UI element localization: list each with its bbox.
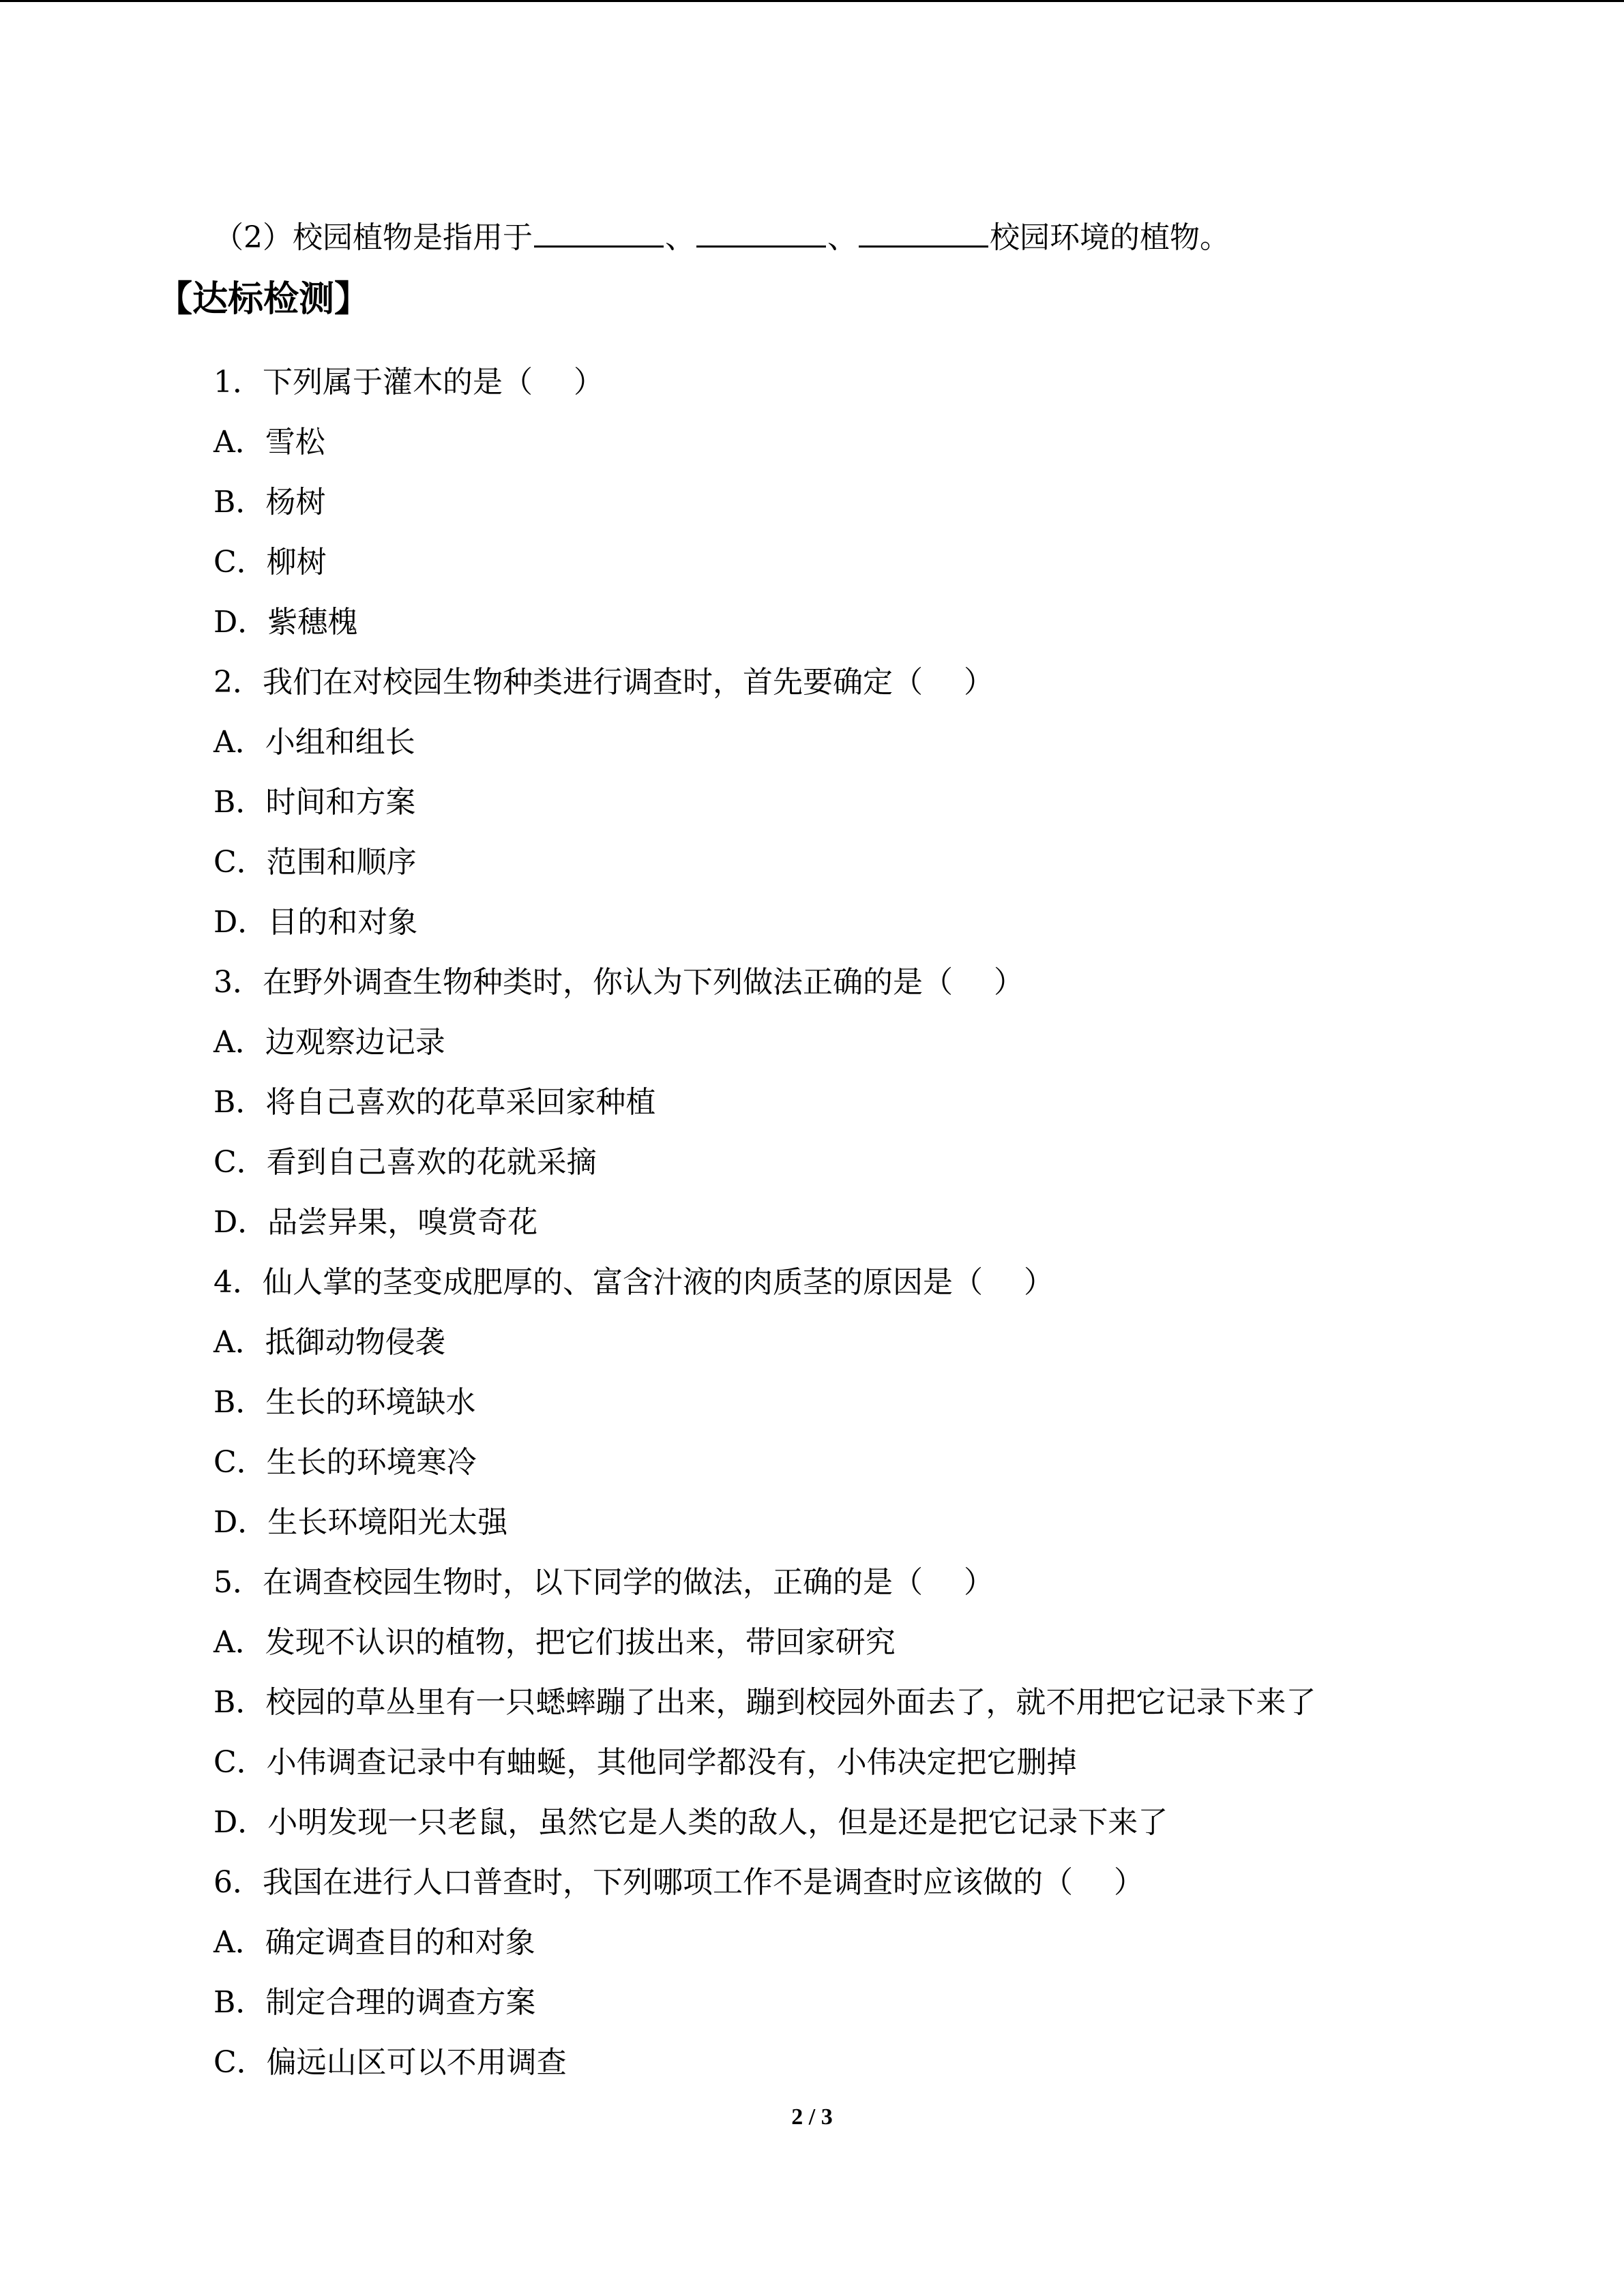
question-3-option-b: B．将自己喜欢的花草采回家种植 [213,1085,656,1120]
question-6-option-a: A．确定调查目的和对象 [213,1925,535,1960]
question-3-option-c: C．看到自己喜欢的花就采摘 [213,1145,597,1180]
question-stem-text: 5．在调查校园生物时，以下同学的做法，正确的是（ [213,1565,923,1600]
page-number: 2 / 3 [791,2104,833,2130]
fill-in-separator-1: 、 [665,220,695,255]
question-2-option-b: B．时间和方案 [213,785,416,820]
question-5-stem [213,1562,994,1603]
question-6-option-c: C．偏远山区可以不用调查 [213,2045,567,2080]
fill-in-blank-3[interactable] [859,215,988,248]
question-1-option-d: D．紫穗槐 [213,605,358,640]
question-4-option-b: B．生长的环境缺水 [213,1385,476,1420]
question-1-option-b: B．杨树 [213,485,326,520]
fill-in-separator-2: 、 [827,220,857,255]
question-stem-text: 4．仙人掌的茎变成肥厚的、富含汁液的肉质茎的原因是（ [213,1265,983,1300]
question-stem-text: 6．我国在进行人口普查时，下列哪项工作不是调查时应该做的（ [213,1865,1073,1900]
question-close-paren: ） [964,1565,994,1600]
question-close-paren: ） [1114,1865,1144,1900]
question-4-option-c: C．生长的环境寒冷 [213,1445,477,1480]
question-stem-text: 2．我们在对校园生物种类进行调查时，首先要确定（ [213,665,923,700]
question-2-option-d: D．目的和对象 [213,905,418,940]
question-6-stem [213,1862,1144,1903]
question-1-stem [213,362,604,403]
question-close-paren: ） [964,665,994,700]
question-5-option-b: B．校园的草丛里有一只蟋蟀蹦了出来，蹦到校园外面去了，就不用把它记录下来了 [213,1685,1316,1720]
question-5-option-d: D．小明发现一只老鼠，虽然它是人类的敌人，但是还是把它记录下来了 [213,1805,1168,1840]
section-title: 【达标检测】 [157,279,370,320]
fill-in-item-2 [213,215,1230,256]
question-4-option-a: A．抵御动物侵袭 [213,1325,445,1360]
question-close-paren: ） [574,365,604,400]
question-close-paren: ） [994,965,1024,1000]
question-3-option-a: A．边观察边记录 [213,1025,445,1060]
question-stem-text: 1．下列属于灌木的是（ [213,365,533,400]
question-6-option-b: B．制定合理的调查方案 [213,1985,536,2020]
question-2-stem [213,662,994,703]
question-stem-text: 3．在野外调查生物种类时，你认为下列做法正确的是（ [213,965,953,1000]
question-2-option-a: A．小组和组长 [213,725,415,760]
question-1-option-a: A．雪松 [213,425,325,460]
question-1-option-c: C．柳树 [213,545,327,580]
fill-in-prefix: （2）校园植物是指用于 [213,220,533,255]
question-4-option-d: D．生长环境阳光太强 [213,1505,508,1540]
fill-in-suffix: 校园环境的植物。 [990,220,1230,255]
fill-in-blank-1[interactable] [534,215,664,248]
question-2-option-c: C．范围和顺序 [213,845,417,880]
question-4-stem [213,1262,1054,1303]
fill-in-blank-2[interactable] [696,215,826,248]
question-3-stem [213,962,1024,1003]
question-3-option-d: D．品尝异果，嗅赏奇花 [213,1205,538,1240]
question-5-option-c: C．小伟调查记录中有蚰蜒，其他同学都没有，小伟决定把它删掉 [213,1745,1077,1780]
question-5-option-a: A．发现不认识的植物，把它们拔出来，带回家研究 [213,1625,896,1660]
question-close-paren: ） [1024,1265,1054,1300]
